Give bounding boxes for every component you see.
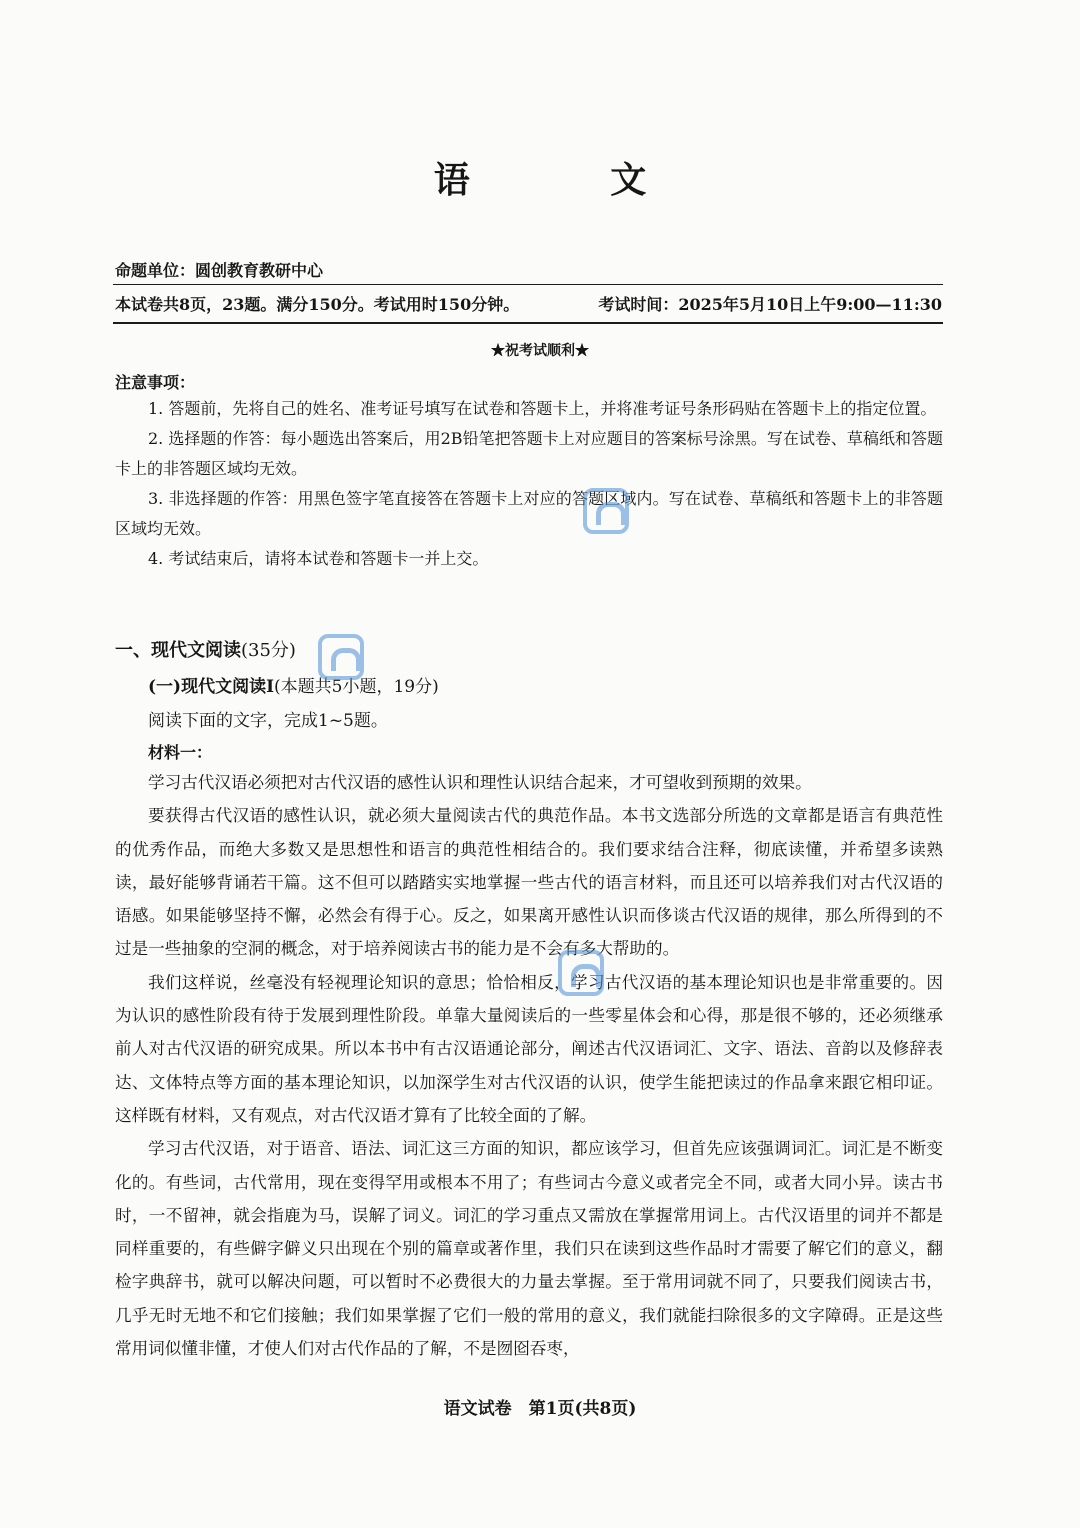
reading-passage bbox=[115, 766, 943, 1365]
passage-paragraph: 学习古代汉语，对于语音、语法、词汇这三方面的知识，都应该学习，但首先应该强调词汇。词汇是不断变化的。有些词，古代常用，现在变得罕用或根本不用了；有些词古今意义或者完全不同，或者大同小异。读古书时，一不留神，就会指鹿为马，误解了词义。词汇的学习重点又需放在掌握常用词上。古代汉语里的词并不都是同样重要的，有些僻字僻义只出现在个别的篇章或著作里，我们只在读到这些作品时才需要了解它们的意义，翻检字典辞书，就可以解决问题，可以暂时不必费很大的力量去掌握。至于常用词就不同了，只要我们阅读古书，几乎无时无地不和它们接触；我们如果掌握了它们一般的常用的意义，我们就能扫除很多的文字障碍。正是这些常用词似懂非懂，才使人们对古代作品的了解，不是囫囵吞枣， bbox=[115, 1139, 943, 1359]
page-footer: 语文试卷 第1页(共8页) bbox=[443, 1399, 637, 1419]
passage-paragraph: 我们这样说，丝毫没有轻视理论知识的意思；恰恰相反，学习古代汉语的基本理论知识也是非常重要的。因为认识的感性阶段有待于发展到理性阶段。单靠大量阅读后的一些零星体会和心得，那是很不够的，还必须继承前人对古代汉语的研究成果。所以本书中有古汉语通论部分，阐述古代汉语词汇、文字、语法、音韵以及修辞表达、文体特点等方面的基本理论知识，以加深学生对古代汉语的认识，使学生能把读过的作品拿来跟它相印证。这样既有材料，又有观点，对古代汉语才算有了比较全面的了解。 bbox=[115, 972, 943, 1125]
subsection-heading bbox=[148, 672, 439, 697]
good-luck-banner: ★祝考试顺利★ bbox=[491, 343, 589, 359]
reading-instruction: 阅读下面的文字，完成1~5题。 bbox=[148, 711, 388, 731]
section-points: (35分) bbox=[241, 640, 296, 661]
subsection-title: (一)现代文阅读Ⅰ bbox=[148, 677, 275, 697]
page-title: 语 文 bbox=[433, 159, 711, 201]
section-heading bbox=[115, 636, 296, 662]
subsection-detail: (本题共5小题，19分) bbox=[274, 677, 439, 697]
notice-item: 4. 考试结束后，请将本试卷和答题卡一并上交。 bbox=[148, 549, 489, 568]
question-setter: 命题单位：圆创教育教研中心 bbox=[115, 261, 324, 280]
notice-item: 1. 答题前，先将自己的姓名、准考证号填写在试卷和答题卡上，并将准考证号条形码贴在答题卡上的指定位置。 bbox=[148, 399, 937, 418]
exam-time: 考试时间：2025年5月10日上午9:00—11:30 bbox=[598, 295, 942, 314]
divider-bottom bbox=[113, 322, 943, 324]
notice-list bbox=[115, 394, 943, 574]
passage-paragraph: 要获得古代汉语的感性认识，就必须大量阅读古代的典范作品。本书文选部分所选的文章都是语言有典范性的优秀作品，而绝大多数又是思想性和语言的典范性相结合的。我们要求结合注释，彻底读懂，并希望多读熟读，最好能够背诵若干篇。这不但可以踏踏实实地掌握一些古代的语言材料，而且还可以培养我们对古代汉语的语感。如果能够坚持不懈，必然会有得于心。反之，如果离开感性认识而侈谈古代汉语的规律，那么所得到的不过是一些抽象的空洞的概念，对于培养阅读古书的能力是不会有多大帮助的。 bbox=[115, 806, 943, 959]
notice-heading: 注意事项： bbox=[115, 373, 196, 392]
material-label: 材料一： bbox=[148, 743, 213, 762]
exam-info: 本试卷共8页，23题。满分150分。考试用时150分钟。 bbox=[115, 295, 520, 314]
notice-item: 3. 非选择题的作答：用黑色签字笔直接答在答题卡上对应的答题区域内。写在试卷、草稿纸和答题卡上的非答题区域均无效。 bbox=[115, 489, 943, 538]
passage-paragraph: 学习古代汉语必须把对古代汉语的感性认识和理性认识结合起来，才可望收到预期的效果。 bbox=[148, 773, 812, 792]
divider-top bbox=[113, 284, 943, 285]
section-title: 一、现代文阅读 bbox=[115, 640, 241, 661]
notice-item: 2. 选择题的作答：每小题选出答案后，用2B铅笔把答题卡上对应题目的答案标号涂黑。写在试卷、草稿纸和答题卡上的非答题区域均无效。 bbox=[115, 429, 943, 478]
